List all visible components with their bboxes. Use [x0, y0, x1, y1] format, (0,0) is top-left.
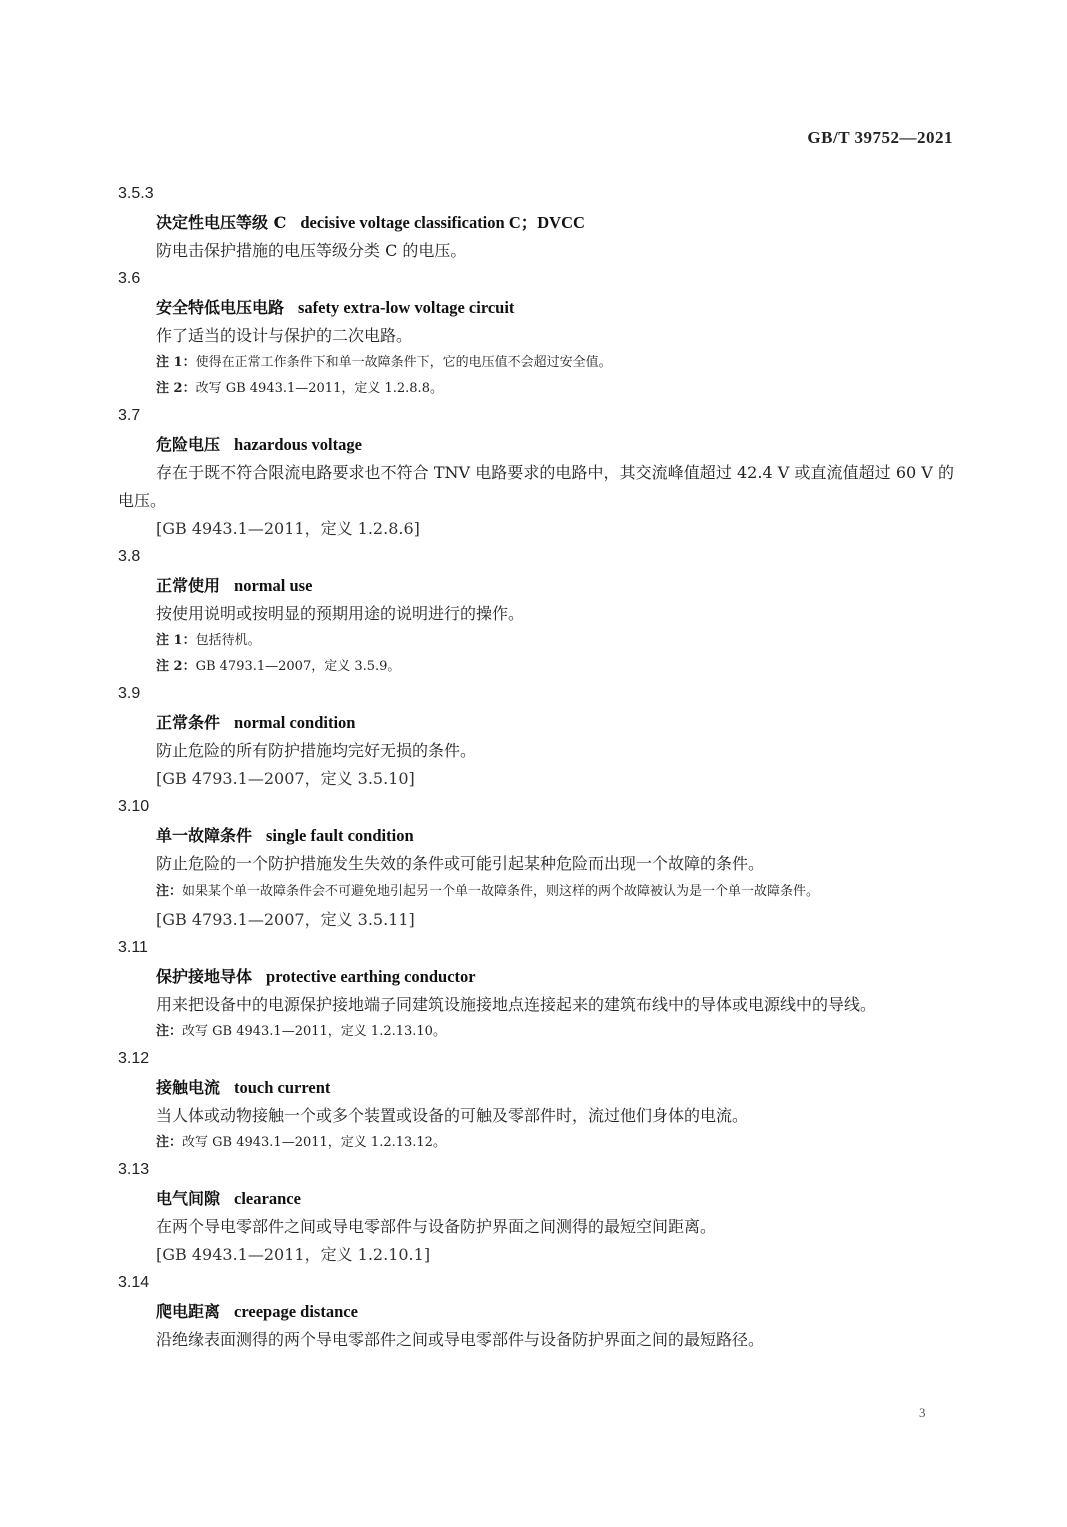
term-definition: 按使用说明或按明显的预期用途的说明进行的操作。	[156, 604, 525, 623]
term-number: 3.8	[118, 548, 141, 565]
term-definition: 存在于既不符合限流电路要求也不符合 TNV 电路要求的电路中，其交流峰值超过 42.4 V 或直流值超过 60 V 的电压。	[118, 463, 954, 510]
term-number: 3.5.3	[118, 185, 154, 202]
note-text: 改写 GB 4943.1—2011，定义 1.2.13.10。	[182, 1024, 446, 1039]
term-title	[118, 571, 954, 600]
term-english: hazardous voltage	[234, 435, 362, 454]
term-entry	[118, 265, 954, 402]
note-text: 包括待机。	[195, 633, 261, 648]
term-title	[118, 708, 954, 737]
term-title	[118, 1297, 954, 1326]
term-english: safety extra-low voltage circuit	[298, 298, 515, 317]
term-entry	[118, 543, 954, 680]
term-chinese: 正常条件	[156, 713, 221, 732]
term-title	[118, 1184, 954, 1213]
term-english: clearance	[234, 1189, 301, 1208]
term-english: creepage distance	[234, 1302, 358, 1321]
term-entry	[118, 793, 954, 934]
standard-code: GB/T 39752—2021	[807, 128, 953, 147]
term-note	[118, 1130, 954, 1156]
term-source: [GB 4943.1—2011，定义 1.2.10.1]	[156, 1245, 431, 1264]
term-entry	[118, 934, 954, 1045]
note-label: 注 1：	[156, 633, 196, 648]
term-chinese: 危险电压	[156, 435, 221, 454]
term-title	[118, 208, 954, 237]
term-chinese: 单一故障条件	[156, 826, 253, 845]
term-entry	[118, 1269, 954, 1354]
term-definition: 防止危险的所有防护措施均完好无损的条件。	[156, 741, 477, 760]
term-title	[118, 962, 954, 991]
term-definition: 沿绝缘表面测得的两个导电零部件之间或导电零部件与设备防护界面之间的最短路径。	[156, 1330, 765, 1349]
terms-list	[118, 180, 954, 1354]
term-entry	[118, 402, 954, 543]
term-number: 3.11	[118, 939, 148, 956]
term-chinese: 正常使用	[156, 576, 221, 595]
term-number: 3.9	[118, 685, 141, 702]
term-number: 3.7	[118, 407, 141, 424]
term-entry	[118, 1045, 954, 1156]
term-number: 3.13	[118, 1161, 150, 1178]
note-label: 注 1：	[156, 355, 196, 370]
term-number: 3.12	[118, 1050, 150, 1067]
term-chinese: 安全特低电压电路	[156, 298, 285, 317]
note-text: 改写 GB 4943.1—2011，定义 1.2.13.12。	[182, 1135, 446, 1150]
term-title	[118, 293, 954, 322]
term-number: 3.14	[118, 1274, 150, 1291]
term-title	[118, 1073, 954, 1102]
note-label: 注：	[156, 1024, 183, 1039]
term-entry	[118, 680, 954, 793]
term-note	[118, 376, 954, 402]
term-chinese: 爬电距离	[156, 1302, 221, 1321]
term-source: [GB 4793.1—2007，定义 3.5.10]	[156, 769, 415, 788]
note-label: 注 2：	[156, 659, 196, 674]
term-number: 3.6	[118, 270, 141, 287]
page-number: 3	[919, 1405, 926, 1420]
note-text: 使得在正常工作条件下和单一故障条件下，它的电压值不会超过安全值。	[195, 355, 612, 370]
term-title	[118, 821, 954, 850]
term-english: normal condition	[234, 713, 356, 732]
term-source: [GB 4943.1—2011，定义 1.2.8.6]	[156, 519, 420, 538]
note-label: 注：	[156, 1135, 183, 1150]
term-entry	[118, 1156, 954, 1269]
term-definition: 防止危险的一个防护措施发生失效的条件或可能引起某种危险而出现一个故障的条件。	[156, 854, 765, 873]
term-definition: 作了适当的设计与保护的二次电路。	[156, 326, 413, 345]
note-text: 如果某个单一故障条件会不可避免地引起另一个单一故障条件，则这样的两个故障被认为是一个单一故障条件。	[182, 884, 820, 899]
note-label: 注 2：	[156, 381, 196, 396]
term-definition: 在两个导电零部件之间或导电零部件与设备防护界面之间测得的最短空间距离。	[156, 1217, 717, 1236]
term-english: decisive voltage classification C；DVCC	[300, 213, 585, 232]
term-chinese: 接触电流	[156, 1078, 221, 1097]
term-entry	[118, 180, 954, 265]
term-note	[118, 628, 954, 654]
term-note	[118, 1019, 954, 1045]
term-definition: 防电击保护措施的电压等级分类 C 的电压。	[156, 241, 467, 260]
term-source: [GB 4793.1—2007，定义 3.5.11]	[156, 910, 415, 929]
term-definition: 当人体或动物接触一个或多个装置或设备的可触及零部件时，流过他们身体的电流。	[156, 1106, 749, 1125]
term-chinese: 保护接地导体	[156, 967, 253, 986]
term-english: normal use	[234, 576, 313, 595]
term-note	[118, 654, 954, 680]
term-english: single fault condition	[266, 826, 414, 845]
note-text: 改写 GB 4943.1—2011，定义 1.2.8.8。	[195, 381, 443, 396]
term-english: touch current	[234, 1078, 331, 1097]
term-title	[118, 430, 954, 459]
term-note	[118, 350, 954, 376]
note-text: GB 4793.1—2007，定义 3.5.9。	[195, 659, 401, 674]
term-chinese: 电气间隙	[156, 1189, 221, 1208]
term-note	[118, 878, 954, 906]
term-number: 3.10	[118, 798, 150, 815]
note-label: 注：	[156, 884, 183, 899]
term-english: protective earthing conductor	[266, 967, 476, 986]
term-definition: 用来把设备中的电源保护接地端子同建筑设施接地点连接起来的建筑布线中的导体或电源线中的导线。	[156, 995, 877, 1014]
term-chinese: 决定性电压等级 C	[156, 213, 287, 232]
